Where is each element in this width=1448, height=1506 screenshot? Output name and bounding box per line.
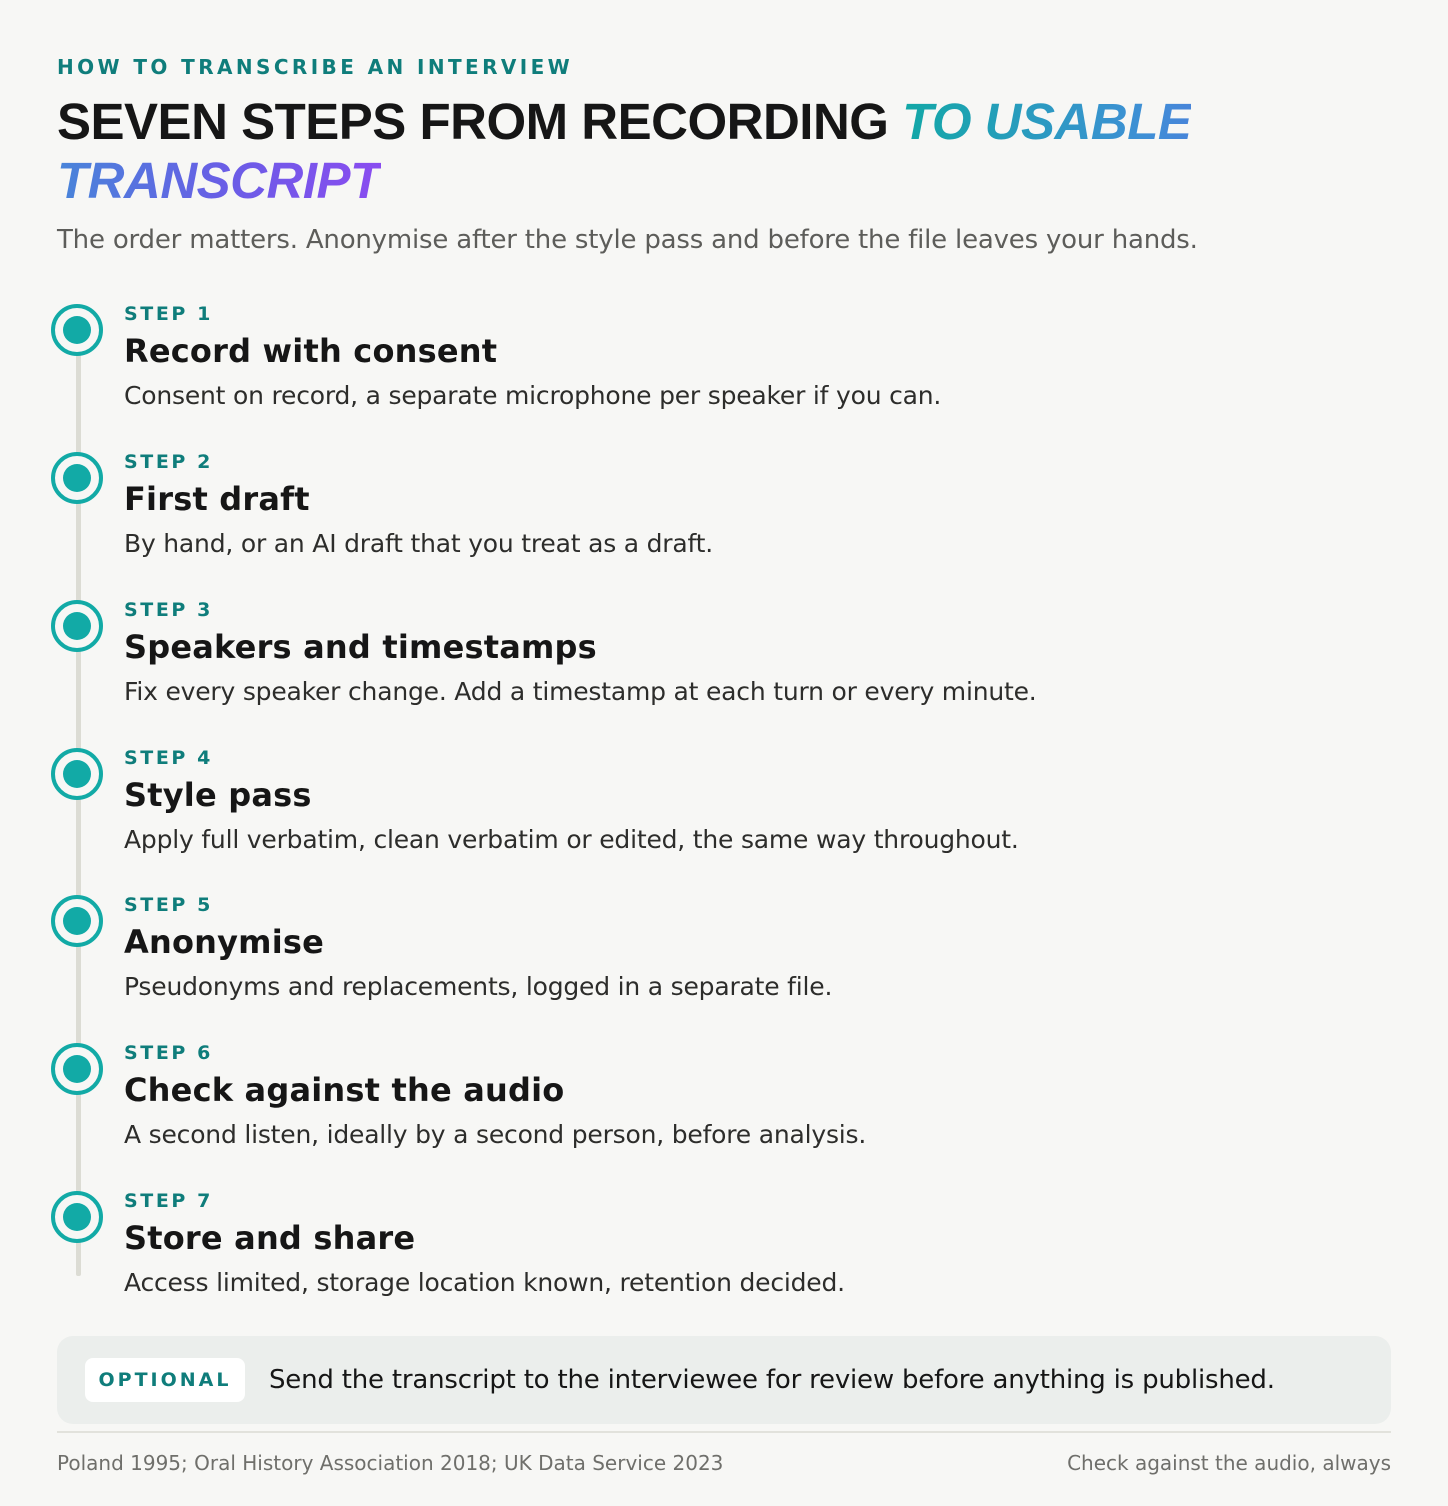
- step-marker-icon: [51, 600, 103, 652]
- headline-plain: SEVEN STEPS FROM RECORDING: [57, 93, 903, 150]
- step-number: STEP 5: [124, 894, 213, 916]
- step-item: [50, 1189, 1390, 1319]
- step-marker-dot: [63, 1055, 91, 1083]
- step-item: [50, 893, 1390, 1023]
- step-title: Speakers and timestamps: [124, 628, 597, 666]
- step-description: By hand, or an AI draft that you treat as a draft.: [124, 529, 714, 558]
- step-number: STEP 1: [124, 303, 213, 325]
- optional-callout: [57, 1336, 1391, 1424]
- step-number: STEP 7: [124, 1190, 213, 1212]
- step-marker-icon: [51, 452, 103, 504]
- step-item: [50, 450, 1390, 580]
- footer-tagline: Check against the audio, always: [1067, 1451, 1391, 1475]
- callout-text: Send the transcript to the interviewee for review before anything is published.: [269, 1365, 1275, 1395]
- step-description: Access limited, storage location known, retention decided.: [124, 1268, 845, 1297]
- step-item: [50, 1041, 1390, 1171]
- step-description: Consent on record, a separate microphone per speaker if you can.: [124, 381, 942, 410]
- footer-sources: Poland 1995; Oral History Association 2018; UK Data Service 2023: [57, 1451, 724, 1475]
- step-number: STEP 3: [124, 599, 213, 621]
- step-number: STEP 6: [124, 1042, 213, 1064]
- step-marker-dot: [63, 907, 91, 935]
- optional-badge: OPTIONAL: [85, 1358, 245, 1402]
- step-marker-icon: [51, 304, 103, 356]
- step-marker-dot: [63, 316, 91, 344]
- step-marker-dot: [63, 760, 91, 788]
- step-description: Fix every speaker change. Add a timestamp at each turn or every minute.: [124, 677, 1037, 706]
- eyebrow-label: HOW TO TRANSCRIBE AN INTERVIEW: [57, 55, 574, 79]
- step-item: [50, 746, 1390, 876]
- step-marker-dot: [63, 612, 91, 640]
- step-description: A second listen, ideally by a second person, before analysis.: [124, 1120, 867, 1149]
- step-item: [50, 598, 1390, 728]
- step-marker-icon: [51, 748, 103, 800]
- step-title: First draft: [124, 480, 310, 518]
- step-marker-icon: [51, 1043, 103, 1095]
- step-number: STEP 4: [124, 747, 213, 769]
- step-title: Style pass: [124, 776, 312, 814]
- step-title: Check against the audio: [124, 1071, 565, 1109]
- step-title: Record with consent: [124, 332, 498, 370]
- step-marker-icon: [51, 895, 103, 947]
- step-item: [50, 302, 1390, 432]
- headline: [57, 92, 1387, 210]
- step-marker-dot: [63, 1203, 91, 1231]
- step-title: Store and share: [124, 1219, 416, 1257]
- step-marker-icon: [51, 1191, 103, 1243]
- step-description: Pseudonyms and replacements, logged in a separate file.: [124, 972, 833, 1001]
- footer-divider: [57, 1431, 1391, 1433]
- lede-text: The order matters. Anonymise after the style pass and before the file leaves your hands.: [57, 225, 1198, 255]
- headline-accent: TO USABLE TRANSCRIPT: [57, 93, 1192, 209]
- step-title: Anonymise: [124, 923, 325, 961]
- step-marker-dot: [63, 464, 91, 492]
- step-number: STEP 2: [124, 451, 213, 473]
- step-description: Apply full verbatim, clean verbatim or edited, the same way throughout.: [124, 825, 1019, 854]
